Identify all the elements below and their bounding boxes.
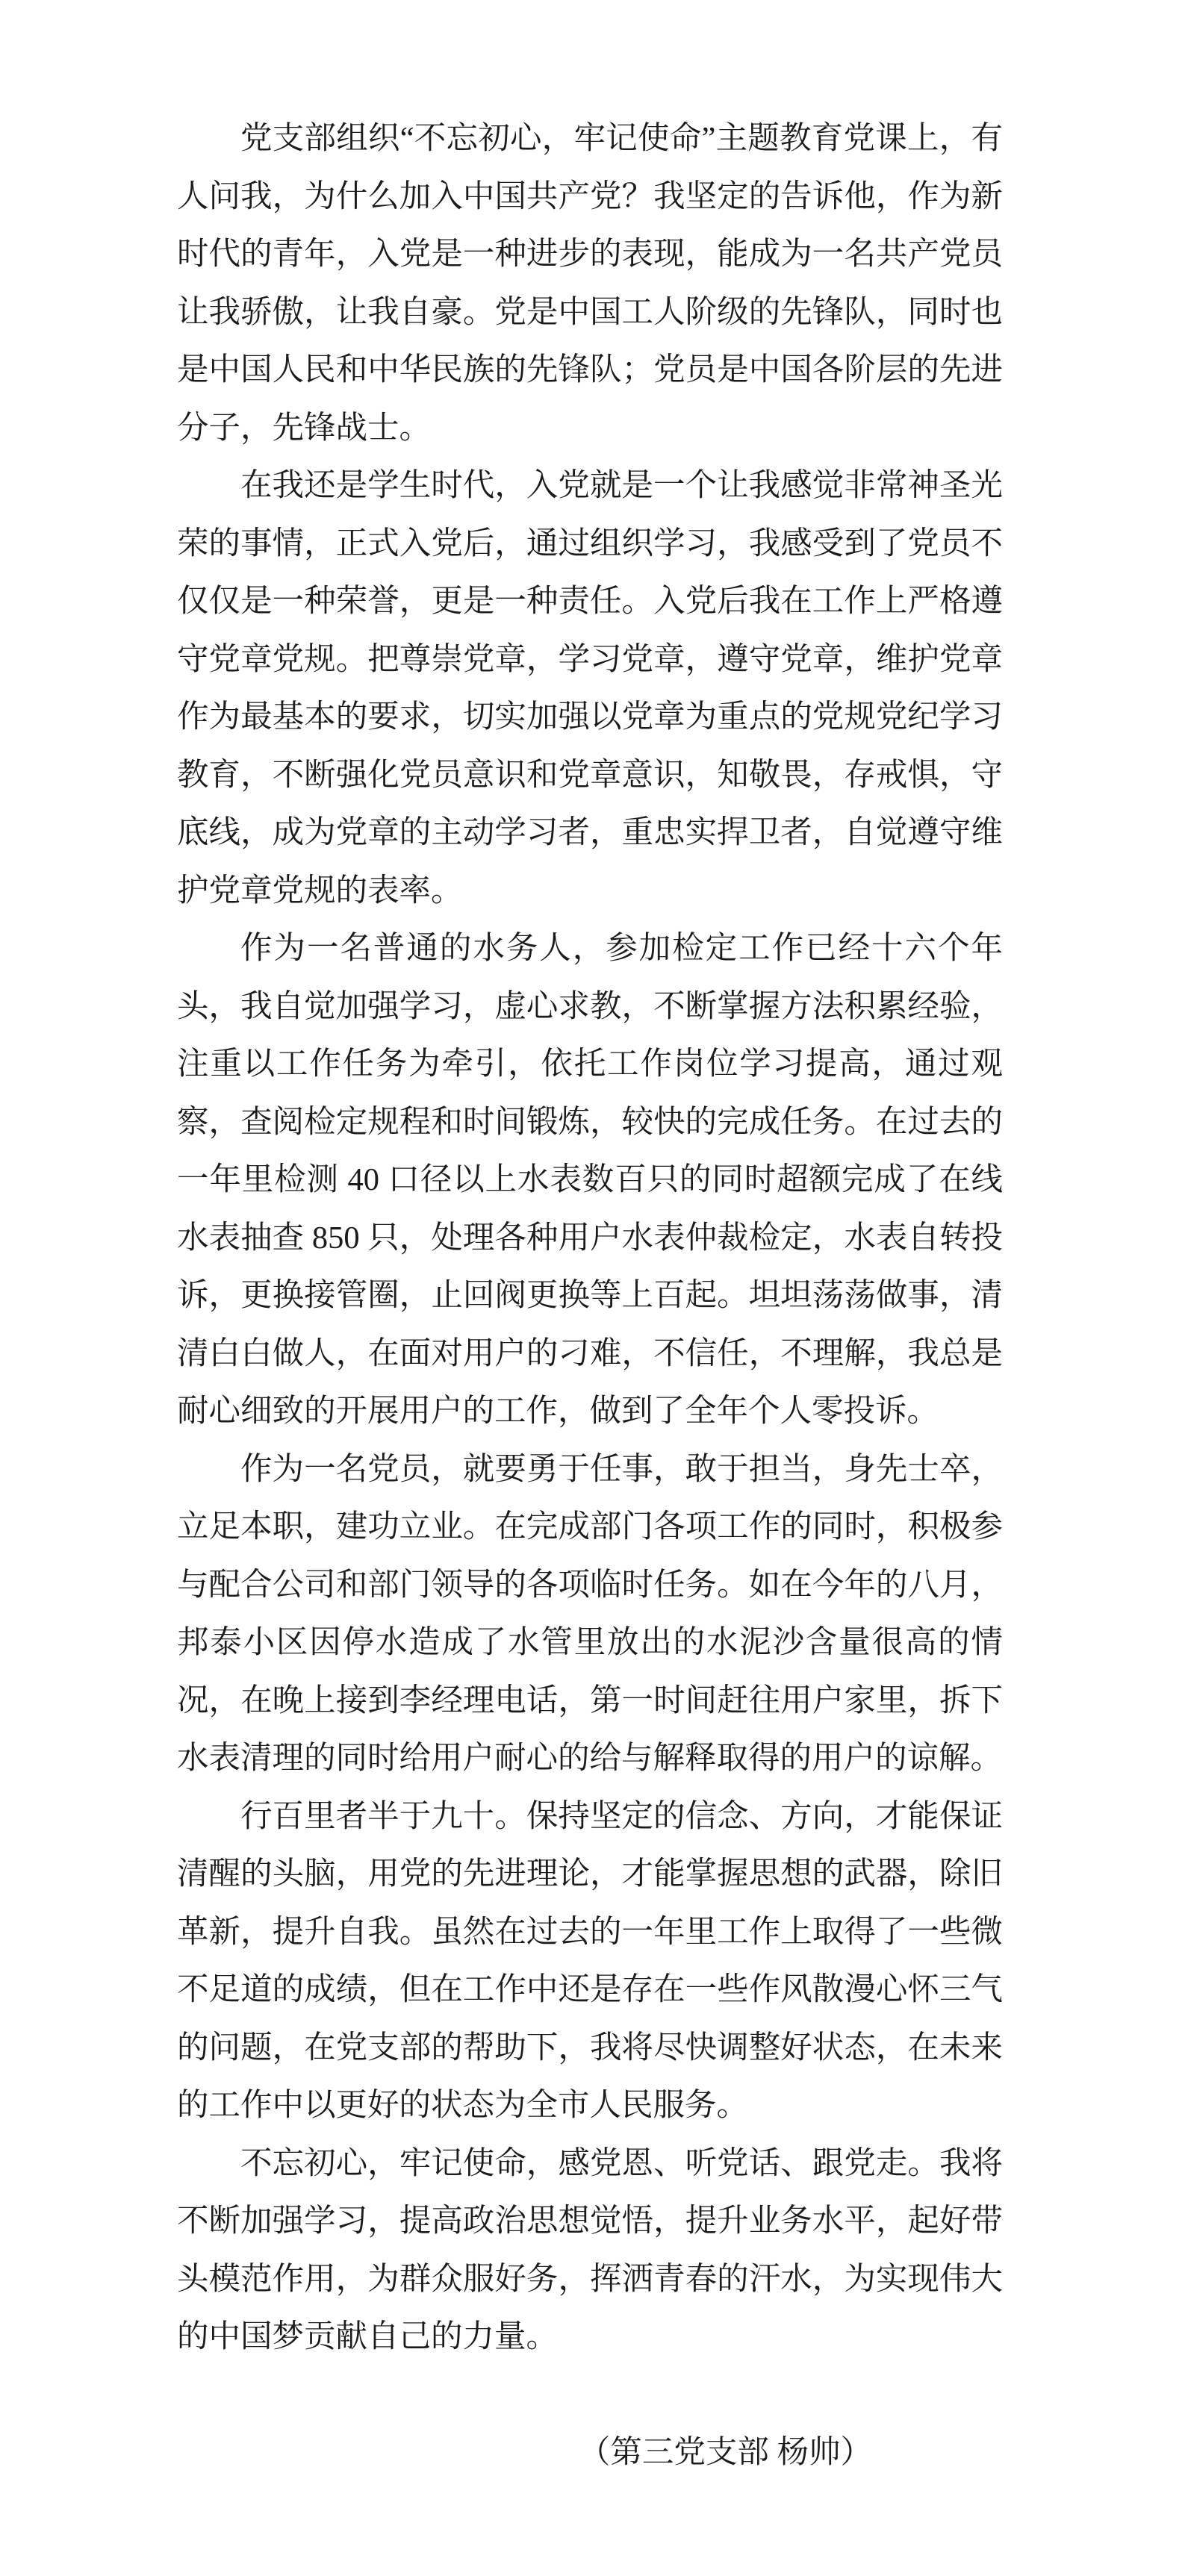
signature-line: （第三党支部 杨帅）	[578, 2435, 872, 2470]
paragraph-4: 作为一名党员，就要勇于任事，敢于担当，身先士卒，立足本职，建功立业。在完成部门各项工作的同时，积极参与配合公司和部门领导的各项临时任务。如在今年的八月，邦泰小区因停水造成了水管里放出的水泥沙含量很高的情况，在晚上接到李经理电话，第一时间赶往用户家里，拆下水表清理的同时给用户耐心的给与解释取得的用户的谅解。	[177, 1451, 1003, 1776]
paragraph-6: 不忘初心，牢记使命，感党恩、听党话、跟党走。我将不断加强学习，提高政治思想觉悟，提升业务水平，起好带头模范作用，为群众服好务，挥洒青春的汗水，为实现伟大的中国梦贡献自己的力量。	[177, 2145, 1003, 2354]
paragraph-2: 在我还是学生时代，入党就是一个让我感觉非常神圣光荣的事情，正式入党后，通过组织学习，我感受到了党员不仅仅是一种荣誉，更是一种责任。入党后我在工作上严格遵守党章党规。把尊崇党章，学习党章，遵守党章，维护党章作为最基本的要求，切实加强以党章为重点的党规党纪学习教育，不断强化党员意识和党章意识，知敬畏，存戒惧，守底线，成为党章的主动学习者，重忠实捍卫者，自觉遵守维护党章党规的表率。	[177, 468, 1003, 908]
paragraph-5: 行百里者半于九十。保持坚定的信念、方向，才能保证清醒的头脑，用党的先进理论，才能掌握思想的武器，除旧革新，提升自我。虽然在过去的一年里工作上取得了一些微不足道的成绩，但在工作中还是存在一些作风散漫心怀三气的问题，在党支部的帮助下，我将尽快调整好状态，在未来的工作中以更好的状态为全市人民服务。	[177, 1798, 1003, 2123]
paragraph-3: 作为一名普通的水务人，参加检定工作已经十六个年头，我自觉加强学习，虚心求教，不断掌握方法积累经验，注重以工作任务为牵引，依托工作岗位学习提高，通过观察，查阅检定规程和时间锻炼，较快的完成任务。在过去的一年里检测 40 口径以上水表数百只的同时超额完成了在线水表抽查 850 只，处理各种用户水表仲裁检定，水表自转投诉，更换接管圈，止回阀更换等上百起。坦坦荡荡做事，清清白白做人，在面对用户的刁难，不信任，不理解，我总是耐心细致的开展用户的工作，做到了全年个人零投诉。	[177, 931, 1003, 1429]
document-body	[177, 110, 1003, 2482]
paragraph-1: 党支部组织“不忘初心，牢记使命”主题教育党课上，有人问我，为什么加入中国共产党？我坚定的告诉他，作为新时代的青年，入党是一种进步的表现，能成为一名共产党员让我骄傲，让我自豪。党是中国工人阶级的先锋队，同时也是中国人民和中华民族的先锋队；党员是中国各阶层的先进分子，先锋战士。	[177, 121, 1003, 446]
